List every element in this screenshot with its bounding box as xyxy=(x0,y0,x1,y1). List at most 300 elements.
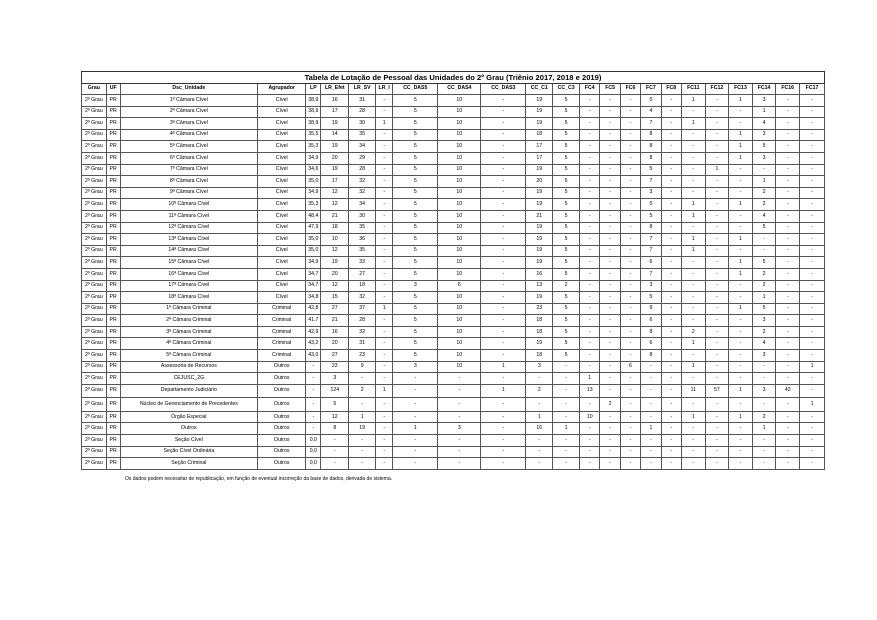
table-row xyxy=(82,423,825,435)
table-row xyxy=(82,106,825,118)
table-cell: 6ª Câmara Cível xyxy=(120,152,257,164)
table-cell: - xyxy=(705,411,729,423)
table-cell: 1 xyxy=(681,245,705,257)
table-row xyxy=(82,176,825,188)
table-cell: - xyxy=(752,435,776,447)
table-cell: - xyxy=(776,361,800,373)
table-cell: Cível xyxy=(258,118,306,130)
column-header: CC_DAS4 xyxy=(438,84,481,95)
table-cell: 3 xyxy=(752,350,776,362)
table-cell: - xyxy=(800,129,825,141)
table-cell: - xyxy=(776,176,800,188)
table-cell: 14ª Câmara Cível xyxy=(120,245,257,257)
table-cell: - xyxy=(580,245,600,257)
table-cell: - xyxy=(661,423,681,435)
table-cell: - xyxy=(800,187,825,199)
table-cell: 10 xyxy=(438,338,481,350)
table-cell: - xyxy=(661,187,681,199)
table-cell: 18 xyxy=(349,280,376,292)
table-cell: - xyxy=(376,361,393,373)
table-cell: Criminal xyxy=(258,350,306,362)
table-cell: 10 xyxy=(438,129,481,141)
table-cell: - xyxy=(580,210,600,222)
table-cell: 1 xyxy=(681,234,705,246)
table-cell: - xyxy=(800,268,825,280)
table-cell: 2º Grau xyxy=(82,164,107,176)
table-cell: 5ª Câmara Cível xyxy=(120,141,257,153)
table-cell: - xyxy=(600,210,620,222)
table-cell: 19 xyxy=(349,423,376,435)
table-cell: 10 xyxy=(438,106,481,118)
column-header: FC11 xyxy=(681,84,705,95)
table-cell: - xyxy=(481,95,526,107)
table-cell: - xyxy=(776,187,800,199)
table-cell: 3 xyxy=(641,280,661,292)
table-cell: - xyxy=(306,384,321,398)
table-cell: 5 xyxy=(553,152,580,164)
table-cell: - xyxy=(553,398,580,412)
table-cell: - xyxy=(481,435,526,447)
table-cell: - xyxy=(393,398,438,412)
table-cell: 7 xyxy=(641,245,661,257)
table-cell: - xyxy=(729,373,753,385)
table-cell: - xyxy=(776,435,800,447)
table-cell: - xyxy=(620,315,640,327)
table-cell: 2º Grau xyxy=(82,435,107,447)
table-cell: Criminal xyxy=(258,326,306,338)
table-cell: 2 xyxy=(752,411,776,423)
table-cell: - xyxy=(661,106,681,118)
table-cell: - xyxy=(776,315,800,327)
table-cell: 5 xyxy=(553,129,580,141)
table-cell: - xyxy=(376,338,393,350)
table-cell: - xyxy=(481,187,526,199)
table-cell: - xyxy=(620,199,640,211)
table-cell: 5 xyxy=(553,257,580,269)
table-cell: - xyxy=(705,245,729,257)
column-header: LR_Efet xyxy=(321,84,349,95)
table-cell: 13ª Câmara Cível xyxy=(120,234,257,246)
table-cell: 41,7 xyxy=(306,315,321,327)
table-cell: - xyxy=(620,106,640,118)
table-cell: - xyxy=(752,373,776,385)
table-cell: - xyxy=(376,350,393,362)
table-cell: 2ª Câmara Criminal xyxy=(120,315,257,327)
table-cell: 8 xyxy=(641,141,661,153)
table-cell: - xyxy=(800,384,825,398)
table-cell: 2º Grau xyxy=(82,129,107,141)
table-cell: 1 xyxy=(729,234,753,246)
table-cell: 2 xyxy=(681,326,705,338)
table-cell: - xyxy=(376,446,393,458)
table-cell: - xyxy=(800,446,825,458)
table-cell: 5 xyxy=(752,141,776,153)
table-cell: Seção Cível xyxy=(120,435,257,447)
table-cell: 23 xyxy=(526,303,553,315)
table-cell: 2 xyxy=(752,187,776,199)
table-cell: Cível xyxy=(258,234,306,246)
table-cell: 18ª Câmara Cível xyxy=(120,292,257,304)
table-cell: 1 xyxy=(681,95,705,107)
table-cell: - xyxy=(800,435,825,447)
table-cell: 36 xyxy=(349,234,376,246)
table-cell: - xyxy=(600,118,620,130)
table-cell: - xyxy=(600,315,620,327)
table-cell: - xyxy=(438,446,481,458)
table-cell: PR xyxy=(106,398,120,412)
table-cell: - xyxy=(481,199,526,211)
table-cell: 34,9 xyxy=(306,257,321,269)
table-cell: 19 xyxy=(526,164,553,176)
table-cell: - xyxy=(600,458,620,470)
table-cell: - xyxy=(620,187,640,199)
table-cell: - xyxy=(620,280,640,292)
table-cell: - xyxy=(620,338,640,350)
table-cell: - xyxy=(800,106,825,118)
table-cell: 5 xyxy=(553,199,580,211)
table-cell: - xyxy=(376,210,393,222)
table-cell: - xyxy=(729,292,753,304)
table-cell: 28 xyxy=(349,106,376,118)
table-cell: 5 xyxy=(553,303,580,315)
table-cell: - xyxy=(681,373,705,385)
table-cell: - xyxy=(620,152,640,164)
table-cell: 1 xyxy=(729,152,753,164)
table-cell: - xyxy=(393,458,438,470)
table-cell: - xyxy=(580,361,600,373)
table-cell: - xyxy=(580,152,600,164)
table-cell: - xyxy=(600,384,620,398)
table-cell: - xyxy=(681,423,705,435)
table-cell: 2º Grau xyxy=(82,234,107,246)
table-cell: Cível xyxy=(258,95,306,107)
table-cell: 5 xyxy=(393,210,438,222)
table-cell: - xyxy=(776,458,800,470)
table-cell: 2º Grau xyxy=(82,315,107,327)
table-cell: - xyxy=(705,292,729,304)
table-cell: 2º Grau xyxy=(82,458,107,470)
table-cell: - xyxy=(752,361,776,373)
table-cell: - xyxy=(620,435,640,447)
table-cell: Outros xyxy=(258,373,306,385)
table-cell: 2 xyxy=(526,384,553,398)
table-cell: 20 xyxy=(321,338,349,350)
table-cell: - xyxy=(661,458,681,470)
table-cell: 1 xyxy=(752,292,776,304)
table-cell: - xyxy=(349,435,376,447)
table-cell: Cível xyxy=(258,292,306,304)
table-cell: - xyxy=(481,458,526,470)
table-cell: 32 xyxy=(349,326,376,338)
table-cell: - xyxy=(705,257,729,269)
table-cell: - xyxy=(580,141,600,153)
table-cell: - xyxy=(321,458,349,470)
table-cell: 34 xyxy=(349,141,376,153)
table-cell: - xyxy=(681,350,705,362)
table-cell: - xyxy=(620,210,640,222)
table-cell: - xyxy=(729,118,753,130)
table-cell: 5 xyxy=(553,118,580,130)
table-cell: 27 xyxy=(321,303,349,315)
table-cell: - xyxy=(321,446,349,458)
table-cell: - xyxy=(600,303,620,315)
table-cell: - xyxy=(729,458,753,470)
table-cell: PR xyxy=(106,423,120,435)
table-cell: - xyxy=(481,210,526,222)
table-cell: 1 xyxy=(376,384,393,398)
table-cell: - xyxy=(681,164,705,176)
table-cell: - xyxy=(681,398,705,412)
table-cell: - xyxy=(376,106,393,118)
table-cell: 5 xyxy=(641,292,661,304)
table-cell: 10 xyxy=(438,118,481,130)
table-cell: - xyxy=(776,338,800,350)
table-cell: 8 xyxy=(321,423,349,435)
table-cell: - xyxy=(776,152,800,164)
table-cell: - xyxy=(681,106,705,118)
table-cell: - xyxy=(580,222,600,234)
table-cell: - xyxy=(526,435,553,447)
table-cell: - xyxy=(729,446,753,458)
table-cell: 5 xyxy=(393,164,438,176)
table-cell: - xyxy=(705,458,729,470)
table-cell: 16 xyxy=(526,423,553,435)
table-cell: - xyxy=(800,315,825,327)
table-cell: 19 xyxy=(526,199,553,211)
table-cell: 1 xyxy=(729,199,753,211)
table-cell: 17 xyxy=(526,141,553,153)
table-cell: 3ª Câmara Criminal xyxy=(120,326,257,338)
table-cell: 2º Grau xyxy=(82,446,107,458)
table-cell: 23 xyxy=(321,361,349,373)
table-cell: 57 xyxy=(705,384,729,398)
table-cell: - xyxy=(800,326,825,338)
table-cell: 1 xyxy=(705,164,729,176)
table-cell: 35,0 xyxy=(306,234,321,246)
table-cell: - xyxy=(481,141,526,153)
table-cell: - xyxy=(600,141,620,153)
table-cell: - xyxy=(705,268,729,280)
table-cell: - xyxy=(481,234,526,246)
table-cell: 5 xyxy=(553,268,580,280)
table-cell: 38,9 xyxy=(306,106,321,118)
table-cell: 6 xyxy=(641,338,661,350)
table-cell: - xyxy=(620,373,640,385)
table-cell: 19 xyxy=(526,245,553,257)
table-row xyxy=(82,411,825,423)
table-cell: - xyxy=(600,245,620,257)
table-cell: 2º Grau xyxy=(82,187,107,199)
table-cell: - xyxy=(580,176,600,188)
table-cell: - xyxy=(438,384,481,398)
table-cell: 19 xyxy=(526,234,553,246)
table-cell: - xyxy=(481,398,526,412)
table-cell: - xyxy=(481,164,526,176)
table-cell: 1ª Câmara Cível xyxy=(120,95,257,107)
table-cell: - xyxy=(526,458,553,470)
table-cell: - xyxy=(776,423,800,435)
table-cell: 32 xyxy=(349,187,376,199)
table-cell: 2º Grau xyxy=(82,152,107,164)
table-cell: 10 xyxy=(438,187,481,199)
table-cell: 4 xyxy=(752,210,776,222)
table-cell: 10 xyxy=(438,257,481,269)
table-cell: - xyxy=(661,210,681,222)
table-cell: Cível xyxy=(258,222,306,234)
table-cell: - xyxy=(376,176,393,188)
table-cell: 2º Grau xyxy=(82,268,107,280)
table-cell: - xyxy=(600,292,620,304)
table-cell: - xyxy=(752,164,776,176)
table-cell: 13 xyxy=(580,384,600,398)
table-cell: 5 xyxy=(553,187,580,199)
table-row xyxy=(82,164,825,176)
table-cell: 10 xyxy=(438,303,481,315)
table-cell: 12 xyxy=(321,245,349,257)
table-cell: - xyxy=(553,373,580,385)
table-cell: - xyxy=(600,338,620,350)
table-cell: - xyxy=(776,199,800,211)
table-cell: - xyxy=(580,280,600,292)
table-cell: 4ª Câmara Criminal xyxy=(120,338,257,350)
table-cell: - xyxy=(705,423,729,435)
table-cell: - xyxy=(376,199,393,211)
table-cell: 30 xyxy=(349,210,376,222)
table-cell: Seção Criminal xyxy=(120,458,257,470)
table-cell: PR xyxy=(106,222,120,234)
table-cell: - xyxy=(481,303,526,315)
table-cell: 2º Grau xyxy=(82,350,107,362)
table-cell: - xyxy=(600,423,620,435)
table-cell: 1 xyxy=(481,361,526,373)
table-cell: - xyxy=(376,234,393,246)
table-cell: 10 xyxy=(438,95,481,107)
table-cell: Outros xyxy=(120,423,257,435)
table-cell: - xyxy=(481,338,526,350)
table-cell: - xyxy=(776,446,800,458)
table-cell: - xyxy=(661,95,681,107)
table-cell: 5 xyxy=(393,95,438,107)
table-cell: 16 xyxy=(526,268,553,280)
table-cell: - xyxy=(376,164,393,176)
table-cell: 10 xyxy=(438,141,481,153)
table-cell: - xyxy=(729,398,753,412)
table-cell: 17 xyxy=(321,176,349,188)
table-cell: - xyxy=(705,129,729,141)
table-cell: 2º Grau xyxy=(82,373,107,385)
table-cell: - xyxy=(776,118,800,130)
table-cell: 10 xyxy=(321,234,349,246)
table-cell: Outros xyxy=(258,423,306,435)
table-cell: - xyxy=(376,398,393,412)
table-cell: - xyxy=(661,411,681,423)
table-cell: - xyxy=(661,257,681,269)
table-cell: - xyxy=(580,446,600,458)
column-header: CC_DAS3 xyxy=(481,84,526,95)
table-cell: 5 xyxy=(641,210,661,222)
table-cell: 2º Grau xyxy=(82,95,107,107)
table-cell: - xyxy=(705,222,729,234)
table-cell: 1 xyxy=(641,423,661,435)
table-cell: - xyxy=(620,118,640,130)
table-cell: 3 xyxy=(393,361,438,373)
table-cell: - xyxy=(620,292,640,304)
table-row xyxy=(82,187,825,199)
table-row xyxy=(82,361,825,373)
table-cell: - xyxy=(705,187,729,199)
table-cell: - xyxy=(600,199,620,211)
table-cell: 4 xyxy=(641,106,661,118)
table-cell: - xyxy=(800,176,825,188)
table-cell: - xyxy=(600,446,620,458)
table-row xyxy=(82,118,825,130)
table-cell: - xyxy=(481,315,526,327)
table-cell: - xyxy=(349,446,376,458)
table-cell: - xyxy=(600,373,620,385)
table-cell: 3 xyxy=(752,95,776,107)
table-cell: - xyxy=(393,411,438,423)
table-cell: 35,5 xyxy=(306,129,321,141)
table-cell: 5 xyxy=(393,222,438,234)
table-cell: 35,0 xyxy=(306,245,321,257)
table-cell: 19 xyxy=(526,187,553,199)
table-cell: Núcleo de Gerenciamento de Precedentes xyxy=(120,398,257,412)
table-row xyxy=(82,257,825,269)
table-cell: 19 xyxy=(526,106,553,118)
table-cell: 35 xyxy=(349,245,376,257)
table-cell: - xyxy=(776,257,800,269)
table-cell: - xyxy=(376,152,393,164)
table-cell: - xyxy=(661,141,681,153)
table-cell: 5 xyxy=(393,292,438,304)
table-cell: - xyxy=(752,234,776,246)
table-cell: 1 xyxy=(393,423,438,435)
table-cell: 15ª Câmara Cível xyxy=(120,257,257,269)
table-row xyxy=(82,245,825,257)
table-cell: 10 xyxy=(438,361,481,373)
table-cell: Cível xyxy=(258,210,306,222)
table-cell: 43,0 xyxy=(306,350,321,362)
table-cell: 5 xyxy=(553,338,580,350)
table-cell: - xyxy=(800,118,825,130)
table-cell: - xyxy=(729,164,753,176)
table-cell: 4ª Câmara Cível xyxy=(120,129,257,141)
table-cell: - xyxy=(600,164,620,176)
table-cell: 7 xyxy=(641,176,661,188)
table-cell: 17 xyxy=(526,152,553,164)
table-cell: 2º Grau xyxy=(82,338,107,350)
table-cell: - xyxy=(481,280,526,292)
table-cell: 5 xyxy=(393,199,438,211)
table-cell: 19 xyxy=(526,292,553,304)
table-cell: 17 xyxy=(321,106,349,118)
table-cell: 3 xyxy=(526,361,553,373)
table-cell: 7 xyxy=(641,234,661,246)
table-cell: - xyxy=(620,257,640,269)
table-cell: 5 xyxy=(553,245,580,257)
table-cell: - xyxy=(800,210,825,222)
table-cell: 17ª Câmara Cível xyxy=(120,280,257,292)
table-cell: 1 xyxy=(729,268,753,280)
table-cell: 8 xyxy=(641,152,661,164)
table-cell: - xyxy=(580,458,600,470)
table-row xyxy=(82,210,825,222)
table-cell: 5 xyxy=(752,257,776,269)
table-cell: - xyxy=(661,199,681,211)
table-cell: 1 xyxy=(729,384,753,398)
table-cell: - xyxy=(620,245,640,257)
table-cell: 38,9 xyxy=(306,95,321,107)
